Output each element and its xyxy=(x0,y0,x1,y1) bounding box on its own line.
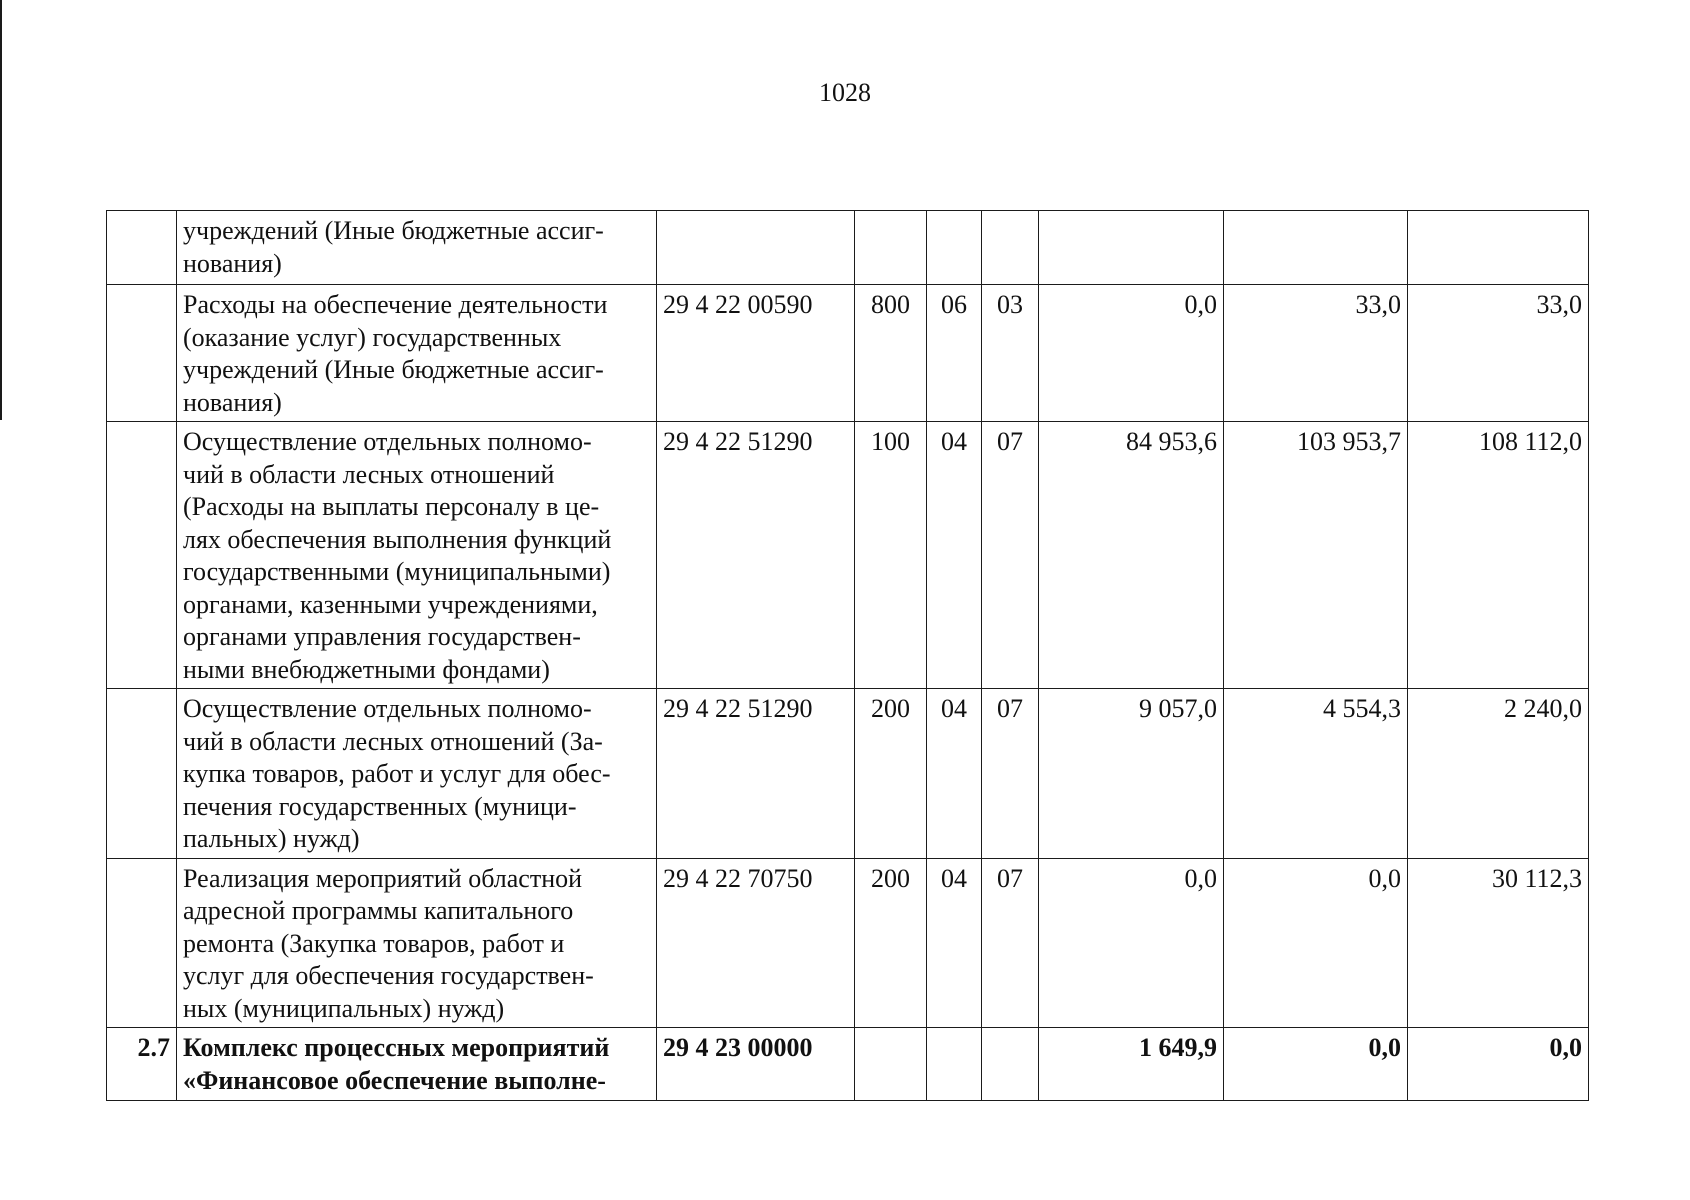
description-line: чий в области лесных отношений xyxy=(183,459,555,489)
table-row xyxy=(107,422,1589,689)
description-line: органами управления государствен- xyxy=(183,622,581,651)
amount-year-2: 0,0 xyxy=(1224,1028,1408,1101)
subsection-code: 07 xyxy=(982,689,1039,859)
description-line: (оказание услуг) государственных xyxy=(183,322,562,352)
row-number: 2.7 xyxy=(107,1028,177,1101)
description-line: «Финансовое обеспечение выполне- xyxy=(183,1065,606,1095)
description-line: услуг для обеспечения государствен- xyxy=(183,961,594,990)
row-description xyxy=(177,858,657,1028)
expense-type-code: 200 xyxy=(855,689,927,859)
description-line: органами, казенными учреждениями, xyxy=(183,589,598,619)
scan-edge-line xyxy=(0,0,2,420)
amount-year-3: 33,0 xyxy=(1408,285,1589,422)
table-row xyxy=(107,211,1589,285)
amount-year-2: 4 554,3 xyxy=(1224,689,1408,859)
target-article-code xyxy=(657,211,855,285)
description-line: Расходы на обеспечение деятельности xyxy=(183,290,608,319)
subsection-code: 07 xyxy=(982,858,1039,1028)
description-line: нования) xyxy=(183,387,282,417)
budget-table xyxy=(106,210,1589,1101)
amount-year-2: 103 953,7 xyxy=(1224,422,1408,689)
amount-year-3: 108 112,0 xyxy=(1408,422,1589,689)
subsection-code xyxy=(982,211,1039,285)
amount-year-1: 0,0 xyxy=(1039,858,1224,1028)
description-line: печения государственных (муници- xyxy=(183,791,577,821)
description-line: лях обеспечения выполнения функций xyxy=(183,524,612,554)
description-line: купка товаров, работ и услуг для обес- xyxy=(183,759,611,788)
section-code: 06 xyxy=(927,285,982,422)
row-number xyxy=(107,211,177,285)
description-line: Осуществление отдельных полномо- xyxy=(183,694,592,723)
section-code: 04 xyxy=(927,858,982,1028)
table-row xyxy=(107,689,1589,859)
target-article-code: 29 4 22 70750 xyxy=(657,858,855,1028)
table-row xyxy=(107,1028,1589,1101)
description-line: пальных) нужд) xyxy=(183,824,360,853)
section-code xyxy=(927,211,982,285)
expense-type-code: 100 xyxy=(855,422,927,689)
table-row xyxy=(107,858,1589,1028)
expense-type-code xyxy=(855,1028,927,1101)
description-line: государственными (муниципальными) xyxy=(183,557,611,586)
description-line: учреждений (Иные бюджетные ассиг- xyxy=(183,355,604,384)
target-article-code: 29 4 23 00000 xyxy=(657,1028,855,1101)
target-article-code: 29 4 22 00590 xyxy=(657,285,855,422)
amount-year-1: 1 649,9 xyxy=(1039,1028,1224,1101)
row-description xyxy=(177,689,657,859)
table-row xyxy=(107,285,1589,422)
amount-year-2: 0,0 xyxy=(1224,858,1408,1028)
amount-year-2 xyxy=(1224,211,1408,285)
row-number xyxy=(107,689,177,859)
description-line: (Расходы на выплаты персоналу в це- xyxy=(183,492,600,521)
amount-year-1 xyxy=(1039,211,1224,285)
description-line: ремонта (Закупка товаров, работ и xyxy=(183,928,565,958)
amount-year-3: 0,0 xyxy=(1408,1028,1589,1101)
section-code: 04 xyxy=(927,422,982,689)
description-line: Комплекс процессных мероприятий xyxy=(183,1033,610,1062)
description-line: нования) xyxy=(183,248,282,278)
subsection-code xyxy=(982,1028,1039,1101)
description-line: чий в области лесных отношений (За- xyxy=(183,726,603,756)
row-number xyxy=(107,422,177,689)
description-line: ными внебюджетными фондами) xyxy=(183,654,550,684)
expense-type-code: 200 xyxy=(855,858,927,1028)
amount-year-2: 33,0 xyxy=(1224,285,1408,422)
row-description xyxy=(177,211,657,285)
subsection-code: 07 xyxy=(982,422,1039,689)
expense-type-code xyxy=(855,211,927,285)
row-description xyxy=(177,422,657,689)
amount-year-1: 0,0 xyxy=(1039,285,1224,422)
expense-type-code: 800 xyxy=(855,285,927,422)
row-description xyxy=(177,1028,657,1101)
description-line: учреждений (Иные бюджетные ассиг- xyxy=(183,216,604,245)
row-description xyxy=(177,285,657,422)
page-number: 1028 xyxy=(819,78,871,107)
amount-year-1: 84 953,6 xyxy=(1039,422,1224,689)
section-code xyxy=(927,1028,982,1101)
target-article-code: 29 4 22 51290 xyxy=(657,689,855,859)
section-code: 04 xyxy=(927,689,982,859)
subsection-code: 03 xyxy=(982,285,1039,422)
description-line: адресной программы капитального xyxy=(183,896,574,925)
description-line: Осуществление отдельных полномо- xyxy=(183,427,592,456)
row-number xyxy=(107,285,177,422)
amount-year-3 xyxy=(1408,211,1589,285)
description-line: Реализация мероприятий областной xyxy=(183,863,583,893)
target-article-code: 29 4 22 51290 xyxy=(657,422,855,689)
description-line: ных (муниципальных) нужд) xyxy=(183,993,505,1023)
amount-year-3: 2 240,0 xyxy=(1408,689,1589,859)
amount-year-1: 9 057,0 xyxy=(1039,689,1224,859)
row-number xyxy=(107,858,177,1028)
amount-year-3: 30 112,3 xyxy=(1408,858,1589,1028)
